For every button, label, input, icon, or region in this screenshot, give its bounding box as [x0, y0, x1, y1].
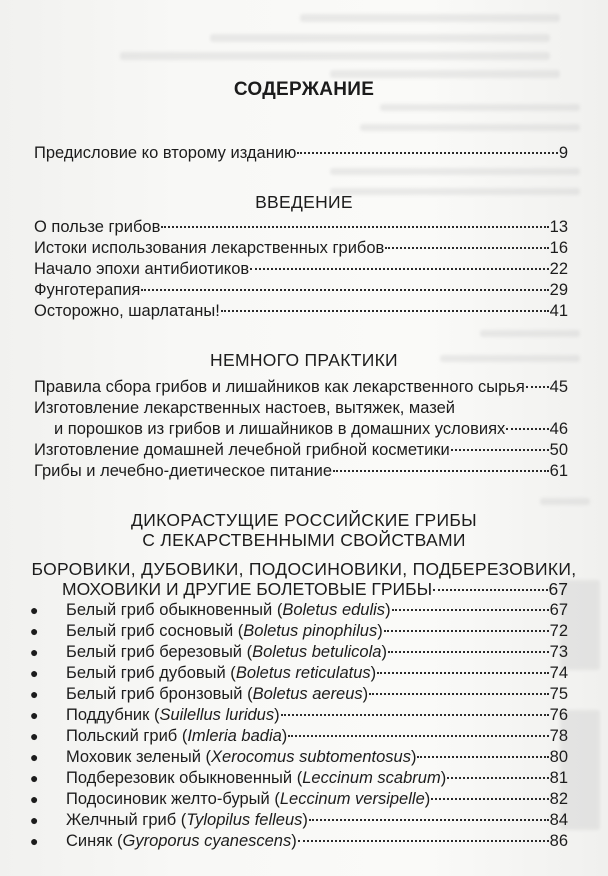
- entry-text: Правила сбора грибов и лишайников как лекарственного сырья: [34, 378, 525, 396]
- list-item[interactable]: [30, 642, 568, 662]
- entry-text: Белый гриб березовый (Boletus betulicola): [66, 643, 387, 661]
- bleed-through: [360, 124, 580, 131]
- entry-page: 41: [549, 302, 568, 320]
- toc-entry-line1[interactable]: [34, 398, 568, 418]
- dot-leader: [526, 386, 549, 388]
- group-heading-line1: БОРОВИКИ, ДУБОВИКИ, ПОДОСИНОВИКИ, ПОДБЕРЕЗОВИКИ,: [31, 559, 577, 579]
- entry-page: 22: [549, 260, 568, 278]
- toc-entry[interactable]: [34, 461, 568, 481]
- bullet-icon: ●: [30, 644, 39, 660]
- entry-page: 74: [549, 664, 568, 682]
- entry-text: Осторожно, шарлатаны!: [34, 302, 220, 320]
- dot-leader: [417, 756, 548, 758]
- dot-leader: [388, 651, 549, 653]
- entry-text: Белый гриб обыкновенный (Boletus edulis): [66, 601, 391, 619]
- entry-page: 81: [549, 769, 568, 787]
- list-item[interactable]: [30, 726, 568, 746]
- section-heading-wild-mushrooms-line1: ДИКОРАСТУЩИЕ РОССИЙСКИЕ ГРИБЫ: [131, 510, 477, 530]
- entry-page: 67: [549, 601, 568, 619]
- entry-text: Польский гриб (Imleria badia): [66, 727, 288, 745]
- entry-page: 82: [549, 790, 568, 808]
- entry-text: Подберезовик обыкновенный (Leccinum scabrum): [66, 769, 447, 787]
- dot-leader: [431, 798, 548, 800]
- dot-leader: [250, 268, 549, 270]
- bleed-through: [330, 168, 580, 175]
- dot-leader: [392, 609, 549, 611]
- dot-leader: [309, 819, 549, 821]
- section-heading-practice: НЕМНОГО ПРАКТИКИ: [210, 350, 398, 370]
- entry-text: Фунготерапия: [34, 281, 141, 299]
- dot-leader: [447, 777, 548, 779]
- toc-entry-line2[interactable]: [54, 419, 568, 439]
- entry-text: Белый гриб бронзовый (Boletus aereus): [66, 685, 369, 703]
- bleed-through: [540, 498, 590, 505]
- toc-entry[interactable]: [34, 238, 568, 258]
- entry-text: Изготовление домашней лечебной грибной косметики: [34, 441, 450, 459]
- entry-page: 16: [549, 239, 568, 257]
- dot-leader: [141, 289, 548, 291]
- entry-text: и порошков из грибов и лишайников в домашних условиях: [54, 420, 506, 438]
- dot-leader: [281, 714, 549, 716]
- entry-page: 76: [549, 706, 568, 724]
- dot-leader: [385, 247, 548, 249]
- toc-entry[interactable]: [34, 301, 568, 321]
- bullet-icon: ●: [30, 770, 39, 786]
- entry-page: 50: [549, 441, 568, 459]
- entry-page: 78: [549, 727, 568, 745]
- list-item[interactable]: [30, 831, 568, 851]
- group-heading-line2[interactable]: [62, 579, 568, 599]
- dot-leader: [369, 693, 548, 695]
- dot-leader: [377, 672, 549, 674]
- entry-text: МОХОВИКИ И ДРУГИЕ БОЛЕТОВЫЕ ГРИБЫ: [62, 579, 433, 599]
- list-item[interactable]: [30, 684, 568, 704]
- bullet-icon: ●: [30, 791, 39, 807]
- entry-page: 75: [549, 685, 568, 703]
- toc-entry-preface[interactable]: [34, 143, 568, 163]
- entry-text: Поддубник (Suilellus luridus): [66, 706, 280, 724]
- entry-text: Подосиновик желто-бурый (Leccinum versipelle): [66, 790, 431, 808]
- entry-text: Изготовление лекарственных настоев, вытяжек, мазей: [34, 399, 455, 417]
- dot-leader: [298, 840, 549, 842]
- entry-text: Начало эпохи антибиотиков: [34, 260, 250, 278]
- bullet-icon: ●: [30, 665, 39, 681]
- toc-entry[interactable]: [34, 440, 568, 460]
- toc-entry[interactable]: [34, 377, 568, 397]
- bullet-icon: ●: [30, 602, 39, 618]
- toc-entry[interactable]: [34, 217, 568, 237]
- dot-leader: [433, 589, 547, 591]
- dot-leader: [384, 630, 549, 632]
- entry-page: 13: [549, 218, 568, 236]
- toc-entry[interactable]: [34, 280, 568, 300]
- section-heading-intro: ВВЕДЕНИЕ: [255, 192, 353, 212]
- entry-text: Белый гриб дубовый (Boletus reticulatus): [66, 664, 377, 682]
- list-item[interactable]: [30, 621, 568, 641]
- entry-page: 9: [558, 144, 568, 162]
- entry-text: Желчный гриб (Tylopilus felleus): [66, 811, 308, 829]
- dot-leader: [161, 226, 548, 228]
- entry-text: Синяк (Gyroporus cyanescens): [66, 832, 297, 850]
- dot-leader: [451, 449, 549, 451]
- bullet-icon: ●: [30, 833, 39, 849]
- list-item[interactable]: [30, 600, 568, 620]
- bullet-icon: ●: [30, 623, 39, 639]
- dot-leader: [288, 735, 548, 737]
- entry-page: 45: [549, 378, 568, 396]
- entry-page: 86: [549, 832, 568, 850]
- bullet-icon: ●: [30, 707, 39, 723]
- dot-leader: [221, 310, 549, 312]
- list-item[interactable]: [30, 747, 568, 767]
- entry-page: 46: [549, 420, 568, 438]
- entry-page: 72: [549, 622, 568, 640]
- bullet-icon: ●: [30, 686, 39, 702]
- list-item[interactable]: [30, 768, 568, 788]
- bleed-through: [380, 104, 580, 111]
- dot-leader: [506, 428, 548, 430]
- bullet-icon: ●: [30, 728, 39, 744]
- entry-text: О пользе грибов: [34, 218, 161, 236]
- entry-text: Моховик зеленый (Xerocomus subtomentosus): [66, 748, 417, 766]
- entry-page: 80: [549, 748, 568, 766]
- list-item[interactable]: [30, 810, 568, 830]
- list-item[interactable]: [30, 663, 568, 683]
- bleed-through: [210, 34, 550, 42]
- entry-text: Истоки использования лекарственных грибов: [34, 239, 385, 257]
- list-item[interactable]: [30, 789, 568, 809]
- entry-page: 61: [549, 462, 568, 480]
- entry-page: 67: [548, 579, 568, 599]
- entry-text: Предисловие ко второму изданию: [34, 144, 297, 162]
- bleed-through: [300, 14, 560, 22]
- section-heading-wild-mushrooms-line2: С ЛЕКАРСТВЕННЫМИ СВОЙСТВАМИ: [142, 530, 466, 550]
- list-item[interactable]: [30, 705, 568, 725]
- toc-entry[interactable]: [34, 259, 568, 279]
- entry-text: Белый гриб сосновый (Boletus pinophilus): [66, 622, 383, 640]
- entry-page: 73: [549, 643, 568, 661]
- bullet-icon: ●: [30, 749, 39, 765]
- bleed-through: [330, 70, 560, 78]
- bullet-icon: ●: [30, 812, 39, 828]
- entry-page: 29: [549, 281, 568, 299]
- bleed-through: [120, 52, 550, 60]
- entry-page: 84: [549, 811, 568, 829]
- entry-text: Грибы и лечебно-диетическое питание: [34, 462, 332, 480]
- bleed-through: [480, 330, 580, 337]
- dot-leader: [333, 470, 549, 472]
- dot-leader: [297, 152, 557, 154]
- toc-title: СОДЕРЖАНИЕ: [233, 79, 375, 100]
